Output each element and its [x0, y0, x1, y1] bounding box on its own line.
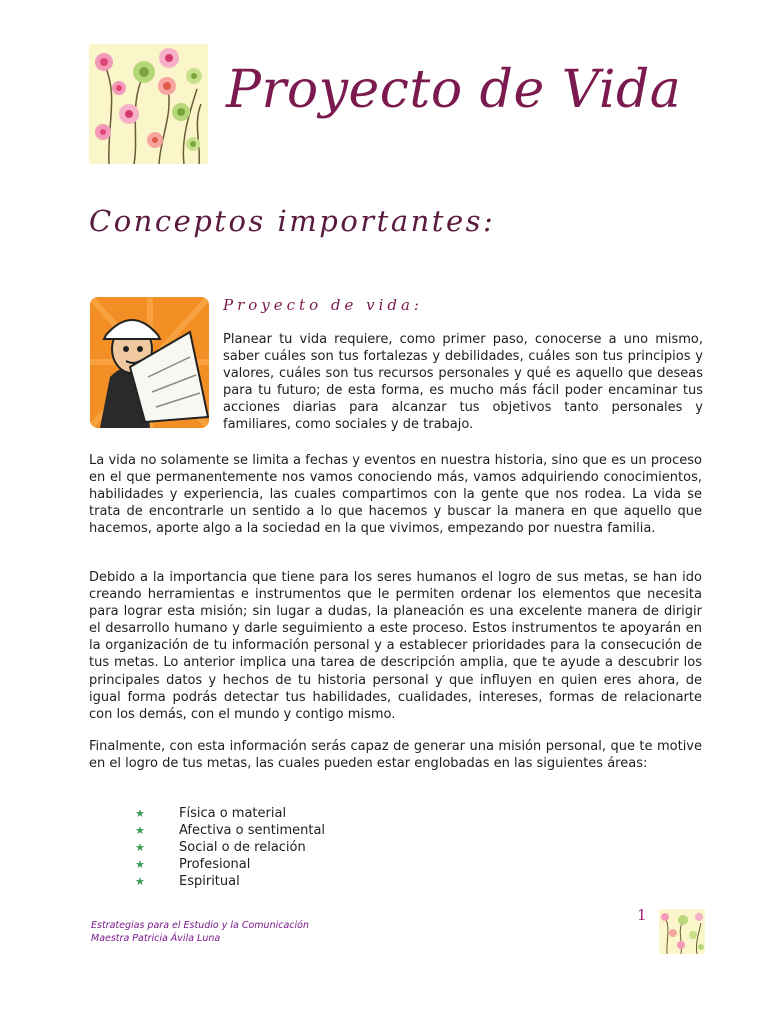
- list-item-label: Social o de relación: [179, 840, 306, 855]
- star-icon: ★: [135, 858, 145, 871]
- list-item-label: Física o material: [179, 806, 287, 821]
- star-icon: ★: [135, 841, 145, 854]
- body-paragraph: Finalmente, con esta información serás capaz de generar una misión personal, que te motive en el logro de tus metas, las cuales pueden estar englobadas en las siguientes áreas:: [89, 739, 702, 772]
- list-item-label: Espiritual: [179, 874, 240, 889]
- flowers-icon: [659, 909, 705, 954]
- star-icon: ★: [135, 807, 145, 820]
- subsection-title: Proyecto de vida:: [223, 296, 423, 314]
- engineer-with-blueprint-icon: [90, 297, 209, 428]
- list-item-label: Afectiva o sentimental: [179, 823, 326, 838]
- star-icon: ★: [135, 875, 145, 888]
- intro-paragraph: Planear tu vida requiere, como primer paso, conocerse a uno mismo, saber cuáles son tus fortalezas y debilidades, cuáles son tus principios y valores, cuáles son tus recursos personales y qué es aquello que deseas para tu futuro; de esta forma, es mucho más fácil poder encaminar tus acciones diarias para alcanzar tus objetivos tanto personales y familiares, como sociales y de trabajo.: [223, 332, 703, 433]
- list-item: [135, 805, 325, 822]
- flowers-icon: [89, 44, 208, 164]
- list-item-label: Profesional: [179, 857, 251, 872]
- list-item: [135, 873, 325, 890]
- body-paragraph: La vida no solamente se limita a fechas y eventos en nuestra historia, sino que es un proceso en el que permanentemente nos vamos conociendo más, vamos adquiriendo conocimientos, habilidades y experiencia, las cuales compartimos con la gente que nos rodea. La vida se trata de encontrarle un sentido a lo que hacemos y buscar la manera en que aquello que hacemos, aporte algo a la sociedad en la que vivimos, empezando por nuestra familia.: [89, 453, 702, 537]
- section-title: Conceptos importantes:: [89, 204, 496, 238]
- star-icon: ★: [135, 824, 145, 837]
- list-item: [135, 856, 325, 873]
- page-title: Proyecto de Vida: [226, 60, 682, 120]
- page-number: 1: [637, 906, 647, 924]
- footer-course: Estrategias para el Estudio y la Comunicación: [91, 920, 309, 931]
- footer: [91, 919, 309, 945]
- footer-author: Maestra Patricia Ávila Luna: [91, 933, 221, 944]
- list-item: [135, 839, 325, 856]
- list-item: [135, 822, 325, 839]
- areas-list: [135, 805, 325, 890]
- body-paragraph: Debido a la importancia que tiene para los seres humanos el logro de sus metas, se han ido creando herramientas e instrumentos que le permiten ordenar los elementos que necesita para lograr esta misión; sin lugar a dudas, la planeación es una excelente manera de dirigir el desarrollo humano y darle seguimiento a este proceso. Estos instrumentos te apoyarán en la organización de tu información personal y a establecer prioridades para la consecución de tus metas. Lo anterior implica una tarea de descripción amplia, que te ayude a descubrir los principales datos y hechos de tu historia personal y que influyen en quien eres ahora, de igual forma podrás detectar tus habilidades, cualidades, intereses, formas de relacionarte con los demás, con el mundo y contigo mismo.: [89, 570, 702, 722]
